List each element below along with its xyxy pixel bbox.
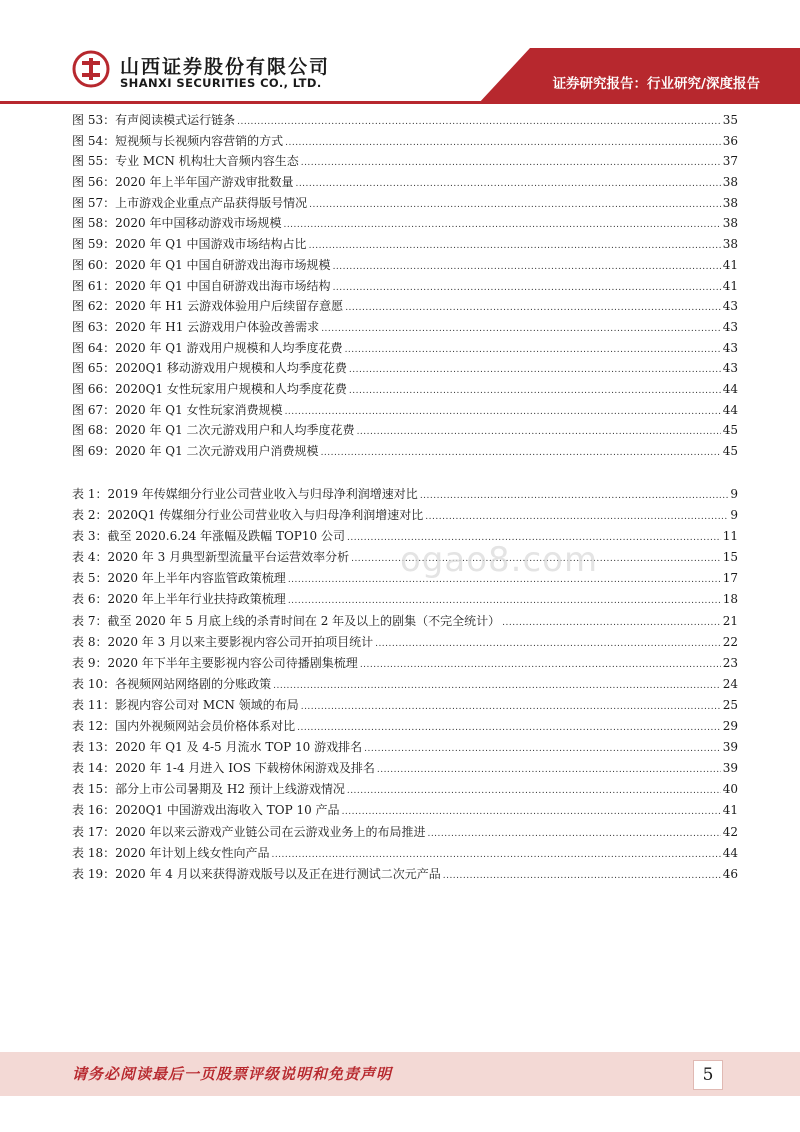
toc-entry-title: 2020 年 H1 云游戏用户体验改善需求 <box>115 319 320 334</box>
page-number: 5 <box>693 1060 723 1090</box>
header-divider <box>0 101 800 104</box>
toc-leader-dots <box>309 236 721 257</box>
toc-entry-label: 图 61： <box>72 278 116 293</box>
toc-entry-page: 41 <box>722 257 738 272</box>
toc-entry-title: 2019 年传媒细分行业公司营业收入与归母净利润增速对比 <box>107 487 418 501</box>
toc-entry-title: 上市游戏企业重点产品获得版号情况 <box>115 195 308 210</box>
toc-entry-title: 2020 年计划上线女性向产品 <box>115 845 270 860</box>
toc-entry-title: 2020 年 H1 云游戏体验用户后续留存意愿 <box>115 299 344 314</box>
toc-entry-page: 24 <box>722 676 738 691</box>
toc-entry-title: 各视频网站网络剧的分账政策 <box>115 676 272 691</box>
toc-entry-label: 表 7： <box>72 613 108 628</box>
toc-entry-page: 46 <box>722 866 738 881</box>
toc-entry-title: 2020Q1 移动游戏用户规模和人均季度花费 <box>115 361 347 376</box>
toc-leader-dots <box>345 298 721 319</box>
toc-leader-dots <box>285 133 721 154</box>
toc-entry-title: 2020 年 3 月以来主要影视内容公司开拍项目统计 <box>107 634 374 649</box>
toc-entry-page: 18 <box>722 592 738 607</box>
toc-entry-page: 29 <box>722 719 738 734</box>
toc-leader-dots <box>283 215 720 236</box>
toc-leader-dots <box>342 802 721 823</box>
table-toc-entry[interactable] <box>72 589 738 610</box>
toc-entry-label: 表 14： <box>72 761 116 776</box>
toc-entry-label: 表 12： <box>72 719 116 734</box>
toc-leader-dots <box>443 866 721 887</box>
toc-entry-title: 2020 年 3 月典型新型流量平台运营效率分析 <box>107 550 350 565</box>
table-toc-entry[interactable] <box>72 843 738 864</box>
figure-toc-entry[interactable] <box>72 420 738 441</box>
figure-toc-entry[interactable] <box>72 400 738 421</box>
toc-entry-label: 表 5： <box>72 571 108 586</box>
toc-entry-page: 44 <box>722 381 738 396</box>
toc-leader-dots <box>271 845 720 866</box>
toc-entry-title: 国内外视频网站会员价格体系对比 <box>115 719 296 734</box>
table-toc-entry[interactable] <box>72 484 738 505</box>
toc-entry-title: 部分上市公司暑期及 H2 预计上线游戏情况 <box>115 782 345 797</box>
toc-entry-label: 表 4： <box>72 550 108 565</box>
toc-leader-dots <box>333 257 721 278</box>
table-toc-entry[interactable] <box>72 779 738 800</box>
toc-entry-title: 2020Q1 女性玩家用户规模和人均季度花费 <box>115 381 347 396</box>
table-toc-entry[interactable] <box>72 653 738 674</box>
toc-entry-page: 36 <box>722 133 738 148</box>
toc-leader-dots <box>345 340 721 361</box>
toc-entry-label: 图 66： <box>72 381 116 396</box>
toc-entry-title: 2020 年 4 月以来获得游戏版号以及正在进行测试二次元产品 <box>115 866 441 881</box>
toc-entry-page: 43 <box>722 299 738 314</box>
toc-leader-dots <box>301 153 721 174</box>
company-logo-icon <box>72 50 110 88</box>
toc-entry-page: 38 <box>722 237 738 252</box>
toc-entry-label: 表 8： <box>72 634 108 649</box>
figure-toc-entry[interactable] <box>72 296 738 317</box>
toc-entry-label: 表 13： <box>72 740 116 755</box>
toc-entry-page: 17 <box>722 571 738 586</box>
toc-entry-page: 44 <box>722 845 738 860</box>
table-toc-entry[interactable] <box>72 611 738 632</box>
toc-leader-dots <box>360 655 721 676</box>
toc-entry-title: 2020 年 Q1 二次元游戏用户和人均季度花费 <box>115 423 355 438</box>
toc-entry-page: 43 <box>722 319 738 334</box>
toc-leader-dots <box>301 697 721 718</box>
table-toc-entry[interactable] <box>72 758 738 779</box>
toc-leader-dots <box>349 360 721 381</box>
toc-leader-dots <box>377 760 721 781</box>
toc-entry-label: 图 68： <box>72 423 116 438</box>
toc-entry-label: 图 59： <box>72 237 116 252</box>
toc-entry-title: 2020Q1 传媒细分行业公司营业收入与归母净利润增速对比 <box>107 508 424 523</box>
toc-entry-page: 44 <box>722 402 738 417</box>
toc-entry-title: 2020 年 Q1 中国游戏市场结构占比 <box>115 237 307 252</box>
toc-entry-label: 表 6： <box>72 592 108 607</box>
toc-leader-dots <box>427 824 720 845</box>
toc-entry-label: 图 60： <box>72 257 116 272</box>
table-toc-entry[interactable] <box>72 505 738 526</box>
toc-entry-page: 25 <box>722 697 738 712</box>
figure-toc-entry[interactable] <box>72 276 738 297</box>
toc-leader-dots <box>502 613 721 634</box>
toc-entry-title: 截至 2020.6.24 年涨幅及跌幅 TOP10 公司 <box>107 529 345 544</box>
toc-entry-title: 2020Q1 中国游戏出海收入 TOP 10 产品 <box>115 803 340 818</box>
toc-entry-label: 图 58： <box>72 216 116 231</box>
toc-leader-dots <box>288 591 721 612</box>
toc-entry-label: 表 17： <box>72 824 116 839</box>
toc-leader-dots <box>375 634 721 655</box>
toc-entry-title: 2020 年 Q1 二次元游戏用户消费规模 <box>115 444 319 458</box>
figure-toc-entry[interactable] <box>72 110 738 131</box>
table-toc-entry[interactable] <box>72 737 738 758</box>
figure-toc-entry[interactable] <box>72 234 738 255</box>
toc-entry-label: 图 56： <box>72 175 116 190</box>
toc-leader-dots <box>357 422 721 443</box>
toc-entry-label: 图 69： <box>72 444 116 458</box>
toc-entry-label: 表 18： <box>72 845 116 860</box>
toc-leader-dots <box>364 739 721 760</box>
toc-entry-label: 图 63： <box>72 319 116 334</box>
toc-entry-title: 2020 年 Q1 中国自研游戏出海市场结构 <box>115 278 331 293</box>
figure-toc-entry[interactable] <box>72 213 738 234</box>
toc-entry-title: 短视频与长视频内容营销的方式 <box>115 133 284 148</box>
company-name-cn: 山西证券股份有限公司 <box>120 56 331 78</box>
toc-entry-label: 表 1： <box>72 487 108 501</box>
toc-leader-dots <box>309 195 721 216</box>
toc-leader-dots <box>285 402 721 423</box>
toc-entry-title: 2020 年 Q1 女性玩家消费规模 <box>115 402 283 417</box>
toc-entry-page: 23 <box>722 655 738 670</box>
table-toc-entry[interactable] <box>72 716 738 737</box>
toc-entry-page: 42 <box>722 824 738 839</box>
toc-leader-dots <box>297 718 721 739</box>
toc-leader-dots <box>420 486 729 507</box>
figure-toc-entry[interactable] <box>72 317 738 338</box>
figure-toc-entry[interactable] <box>72 131 738 152</box>
toc-entry-title: 2020 年中国移动游戏市场规模 <box>115 216 282 231</box>
toc-entry-label: 表 15： <box>72 782 116 797</box>
toc-entry-page: 39 <box>722 761 738 776</box>
toc-entry-label: 表 9： <box>72 655 108 670</box>
toc-entry-label: 表 16： <box>72 803 116 818</box>
toc-leader-dots <box>273 676 721 697</box>
toc-entry-page: 15 <box>722 550 738 565</box>
toc-entry-page: 43 <box>722 361 738 376</box>
toc-entry-page: 39 <box>722 740 738 755</box>
figure-toc-entry[interactable] <box>72 255 738 276</box>
figure-toc-entry[interactable] <box>72 172 738 193</box>
toc-entry-title: 2020 年上半年国产游戏审批数量 <box>115 175 294 190</box>
toc-leader-dots <box>321 443 721 464</box>
toc-entry-page: 9 <box>730 508 738 523</box>
toc-entry-title: 2020 年 Q1 中国自研游戏出海市场规模 <box>115 257 331 272</box>
toc-entry-page: 9 <box>730 487 738 501</box>
toc-entry-title: 2020 年 1-4 月进入 IOS 下载榜休闲游戏及排名 <box>115 761 375 776</box>
toc-entry-title: 2020 年 Q1 及 4-5 月流水 TOP 10 游戏排名 <box>115 740 363 755</box>
table-toc-entry[interactable] <box>72 695 738 716</box>
company-name-en: SHANXI SECURITIES CO., LTD. <box>120 76 322 90</box>
toc-entry-label: 表 2： <box>72 508 108 523</box>
toc-leader-dots <box>349 381 721 402</box>
toc-entry-page: 38 <box>722 216 738 231</box>
toc-entry-title: 专业 MCN 机构壮大音频内容生态 <box>115 154 299 169</box>
toc-entry-label: 图 62： <box>72 299 116 314</box>
toc-entry-label: 表 19： <box>72 866 116 881</box>
watermark: ogao8.com <box>400 540 599 580</box>
toc-entry-title: 2020 年以来云游戏产业链公司在云游戏业务上的布局推进 <box>115 824 426 839</box>
toc-entry-page: 45 <box>722 423 738 438</box>
toc-entry-page: 38 <box>722 195 738 210</box>
toc-entry-label: 图 55： <box>72 154 116 169</box>
toc-entry-title: 2020 年 Q1 游戏用户规模和人均季度花费 <box>115 340 343 355</box>
figure-toc-entry[interactable] <box>72 151 738 172</box>
figure-toc-entry[interactable] <box>72 441 738 462</box>
toc-entry-label: 表 10： <box>72 676 116 691</box>
table-toc-entry[interactable] <box>72 822 738 843</box>
toc-entry-page: 21 <box>722 613 738 628</box>
figure-toc-entry[interactable] <box>72 358 738 379</box>
toc-entry-title: 2020 年上半年行业扶持政策梳理 <box>107 592 286 607</box>
toc-entry-title: 2020 年上半年内容监管政策梳理 <box>107 571 286 586</box>
figure-toc-entry[interactable] <box>72 379 738 400</box>
toc-entry-title: 2020 年下半年主要影视内容公司待播剧集梳理 <box>107 655 358 670</box>
toc-entry-page: 38 <box>722 175 738 190</box>
toc-entry-label: 图 67： <box>72 402 116 417</box>
toc-entry-label: 图 57： <box>72 195 116 210</box>
toc-entry-label: 图 53： <box>72 113 116 127</box>
toc-entry-title: 影视内容公司对 MCN 领域的布局 <box>115 697 299 712</box>
figure-toc-entry[interactable] <box>72 193 738 214</box>
toc-leader-dots <box>237 112 721 133</box>
toc-entry-page: 41 <box>722 278 738 293</box>
table-toc-entry[interactable] <box>72 674 738 695</box>
toc-leader-dots <box>347 781 721 802</box>
figure-toc-entry[interactable] <box>72 338 738 359</box>
toc-entry-page: 43 <box>722 340 738 355</box>
toc-entry-page: 11 <box>722 529 738 544</box>
toc-entry-page: 37 <box>722 154 738 169</box>
table-toc-entry[interactable] <box>72 864 738 885</box>
toc-entry-title: 有声阅读模式运行链条 <box>115 113 236 127</box>
table-toc-entry[interactable] <box>72 632 738 653</box>
table-toc-entry[interactable] <box>72 800 738 821</box>
toc-entry-page: 40 <box>722 782 738 797</box>
toc-entry-label: 表 11： <box>72 697 116 712</box>
report-type-label: 证券研究报告：行业研究/深度报告 <box>552 76 760 92</box>
toc-leader-dots <box>295 174 720 195</box>
toc-entry-label: 图 64： <box>72 340 116 355</box>
toc-entry-page: 45 <box>722 444 738 458</box>
toc-entry-title: 截至 2020 年 5 月底上线的杀青时间在 2 年及以上的剧集（不完全统计） <box>107 613 501 628</box>
toc-entry-page: 35 <box>722 113 738 127</box>
toc-leader-dots <box>425 507 728 528</box>
toc-entry-page: 22 <box>722 634 738 649</box>
toc-leader-dots <box>333 278 721 299</box>
toc-entry-label: 表 3： <box>72 529 108 544</box>
figure-list <box>72 110 738 462</box>
toc-entry-label: 图 54： <box>72 133 116 148</box>
page-header <box>0 0 800 104</box>
toc-leader-dots <box>321 319 721 340</box>
disclaimer-notice: 请务必阅读最后一页股票评级说明和免责声明 <box>72 1065 393 1083</box>
toc-entry-page: 41 <box>722 803 738 818</box>
toc-entry-label: 图 65： <box>72 361 116 376</box>
